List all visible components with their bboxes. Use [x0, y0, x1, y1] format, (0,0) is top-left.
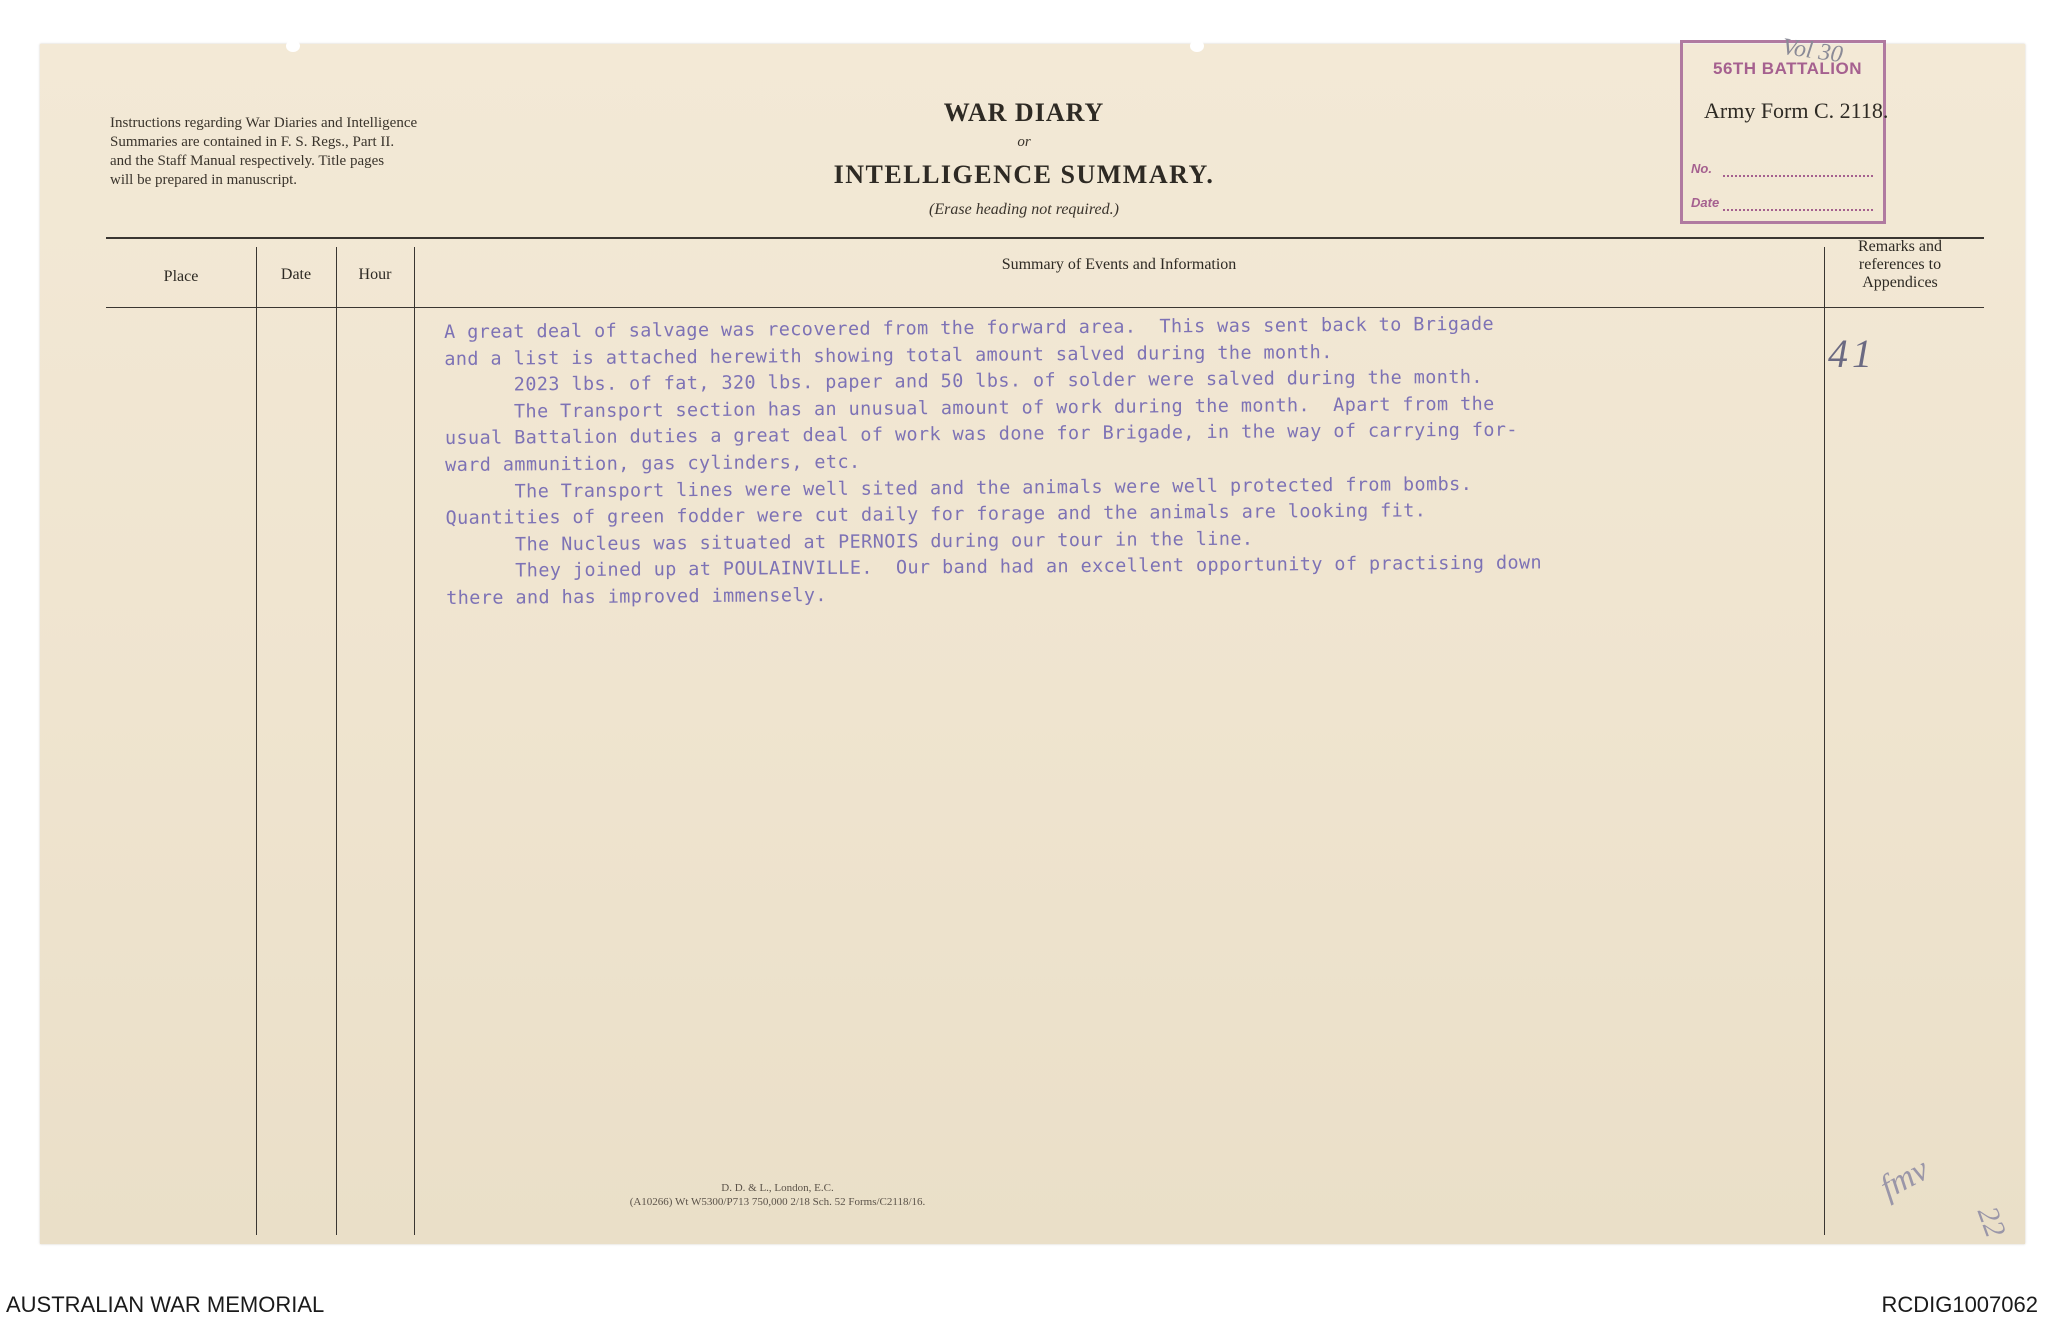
entry-line: and a list is attached herewith showing total amount salved during the month.: [444, 341, 1333, 370]
entry-line: A great deal of salvage was recovered from the forward area. This was sent back to Brigade: [444, 313, 1495, 343]
stamp-no-line: [1723, 175, 1873, 177]
form-title-or: or: [1017, 134, 1031, 150]
column-divider: [336, 247, 337, 1235]
column-divider: [414, 247, 415, 1235]
stamp-no-label: No.: [1691, 161, 1712, 176]
column-header-place: Place: [163, 268, 199, 285]
stamp-date-line: [1723, 209, 1873, 211]
column-header-date: Date: [280, 266, 312, 283]
stamp-unit: 56TH BATTALION: [1713, 59, 1862, 78]
archive-name: AUSTRALIAN WAR MEMORIAL: [6, 1292, 325, 1317]
handwritten-folio-number: 22: [1970, 1202, 2013, 1242]
remarks-appendix-reference: 41: [1828, 331, 1876, 376]
handwritten-volume-note: Vol 30: [1780, 33, 1845, 69]
entry-line: 2023 lbs. of fat, 320 lbs. paper and 50 lbs. of solder were salved during the month.: [444, 367, 1483, 397]
table-top-rule: [106, 237, 1984, 239]
form-title-war-diary: WAR DIARY: [943, 98, 1105, 127]
stamp-date-label: Date: [1691, 195, 1720, 210]
column-header-hour: Hour: [358, 266, 392, 283]
form-title-intelligence-summary: INTELLIGENCE SUMMARY.: [833, 160, 1215, 189]
entry-line: The Nucleus was situated at PERNOIS during our tour in the line.: [445, 528, 1254, 556]
entry-line: They joined up at POULAINVILLE. Our band had an excellent opportunity of practising down: [445, 552, 1543, 583]
punch-hole: [1190, 40, 1204, 52]
diary-sheet: [40, 44, 2025, 1244]
column-divider: [256, 247, 257, 1235]
entry-line: The Transport lines were well sited and the animals were well protected from bombs.: [445, 473, 1473, 503]
printer-imprint: D. D. & L., London, E.C. (A10266) Wt W5300/P713 750,000 2/18 Sch. 52 Forms/C2118/16.: [629, 1182, 926, 1208]
handwritten-initials: fmv: [1873, 1150, 1935, 1207]
entry-line: there and has improved immensely.: [446, 584, 828, 609]
army-form-number: Army Form C. 2118.: [1704, 98, 1889, 123]
entry-line: Quantities of green fodder were cut daily for forage and the animals are looking fit.: [445, 500, 1427, 530]
column-header-remarks: Remarks and references to Appendices: [1858, 238, 1942, 291]
battalion-stamp: [1680, 40, 1889, 224]
entry-line: ward ammunition, gas cylinders, etc.: [445, 451, 861, 476]
column-header-summary: Summary of Events and Information: [1001, 256, 1237, 273]
entry-line: The Transport section has an unusual amount of work during the month. Apart from the: [444, 393, 1495, 423]
table-header-rule: [106, 307, 1984, 308]
entry-line: usual Battalion duties a great deal of work was done for Brigade, in the way of carrying for-: [444, 419, 1519, 450]
form-erase-note: (Erase heading not required.): [929, 201, 1119, 218]
archive-reference-id: RCDIG1007062: [1881, 1292, 2038, 1317]
form-instructions: Instructions regarding War Diaries and Intelligence Summaries are contained in F. S. Regs., Part II. and the Staff Manual respectively. Title pages will be prepared in manuscript.: [110, 115, 418, 188]
diary-entry-text: [444, 309, 1866, 613]
punch-hole: [286, 40, 300, 52]
